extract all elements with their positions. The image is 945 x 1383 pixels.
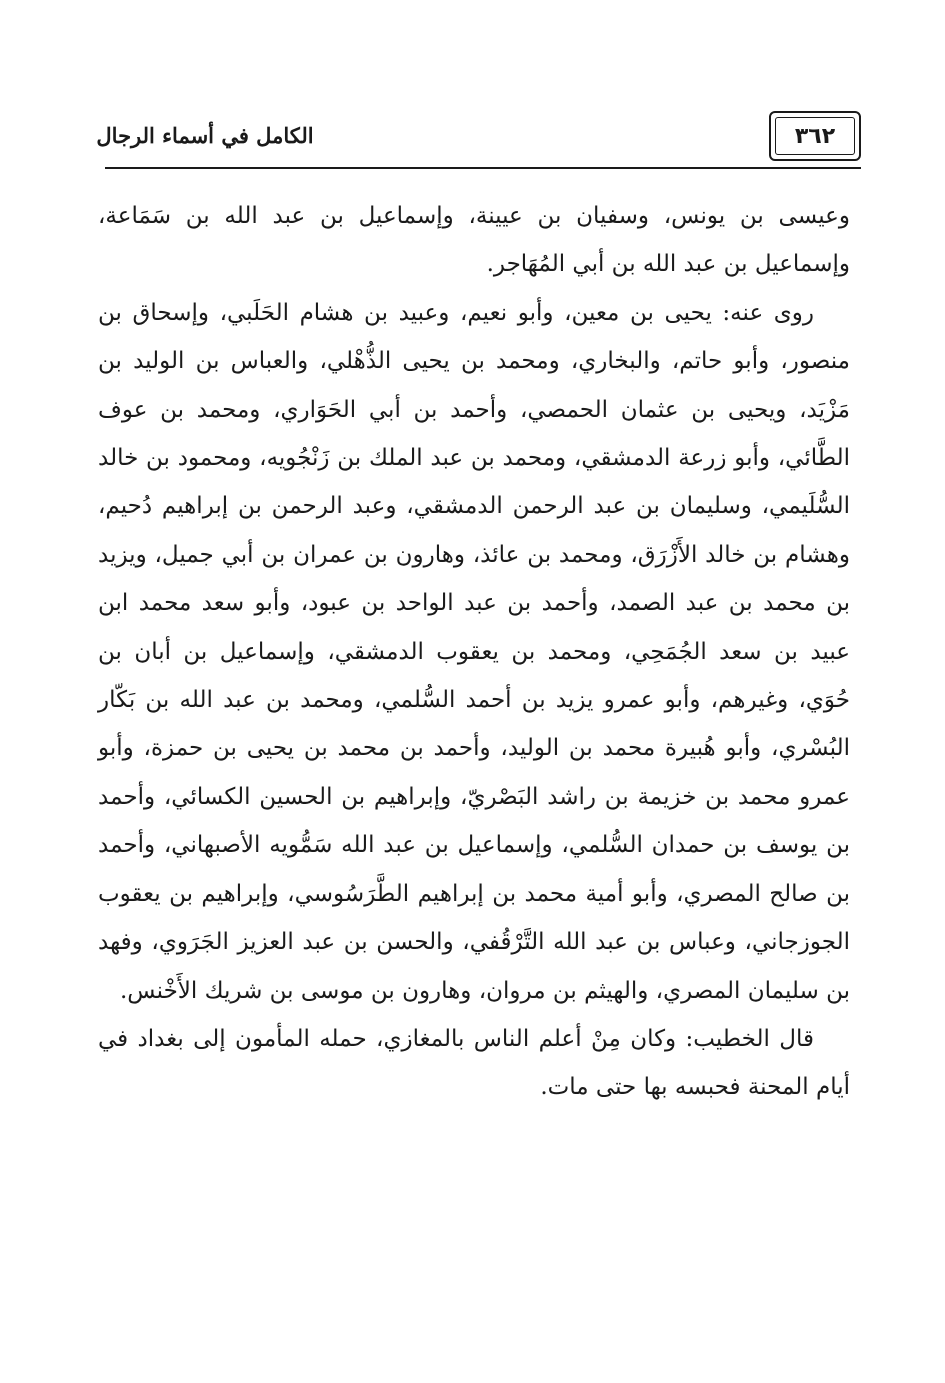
header-divider bbox=[105, 167, 861, 169]
page-body bbox=[98, 192, 850, 1112]
page-header bbox=[96, 103, 861, 169]
book-title: الكامل في أسماء الرجال bbox=[96, 122, 314, 148]
paragraph-khatib-quote: قال الخطيب: وكان مِنْ أعلم الناس بالمغازي، حمله المأمون إلى بغداد في أيام المحنة فحبسه بها حتى مات. bbox=[98, 1025, 850, 1101]
paragraph-teachers-continued: وعيسى بن يونس، وسفيان بن عيينة، وإسماعيل بن عبد الله بن سَمَاعة، وإسماعيل بن عبد الله بن أبي المُهَاجر. bbox=[98, 203, 850, 278]
page-number: ٣٦٢ bbox=[769, 111, 861, 161]
paragraph-narrators: روى عنه: يحيى بن معين، وأبو نعيم، وعبيد بن هشام الحَلَبي، وإسحاق بن منصور، وأبو حاتم، والبخاري، ومحمد بن يحيى الذُّهْلي، والعباس بن الوليد بن مَزْيَد، ويحيى بن عثمان الحمصي، وأحمد بن أبي الحَوَاري، ومحمد بن عوف الطَّائي، وأبو زرعة الدمشقي، ومحمد بن عبد الملك بن زَنْجُويه، ومحمود بن خالد السُّلَيمي، وسليمان بن عبد الرحمن الدمشقي، وعبد الرحمن بن إبراهيم دُحيم، وهشام بن خالد الأَزْرَق، ومحمد بن عائذ، وهارون بن عمران بن أبي جميل، ويزيد بن محمد بن عبد الصمد، وأحمد بن عبد الواحد بن عبود، وأبو سعد محمد ابن عبيد بن سعد الجُمَحِي، ومحمد بن يعقوب الدمشقي، وإسماعيل بن أبان بن حُوَي، وغيرهم، وأبو عمرو يزيد بن أحمد السُّلمي، ومحمد بن عبد الله بن بَكّار البُسْري، وأبو هُبيرة محمد بن الوليد، وأحمد بن محمد بن يحيى بن حمزة، وأبو عمرو محمد بن خزيمة بن راشد البَصْريّ، وإبراهيم بن الحسين الكسائي، وأحمد بن يوسف بن حمدان السُّلمي، وإسماعيل بن عبد الله سَمُّويه الأصبهاني، وأحمد بن صالح المصري، وأبو أمية محمد بن إبراهيم الطَّرَسُوسي، وإبراهيم بن يعقوب الجوزجاني، وعباس بن عبد الله التَّرْقُفي، والحسن بن عبد العزيز الجَرَوي، وفهد بن سليمان المصري، والهيثم بن مروان، وهارون بن موسى بن شريك الأَخْنس. bbox=[98, 299, 850, 1004]
